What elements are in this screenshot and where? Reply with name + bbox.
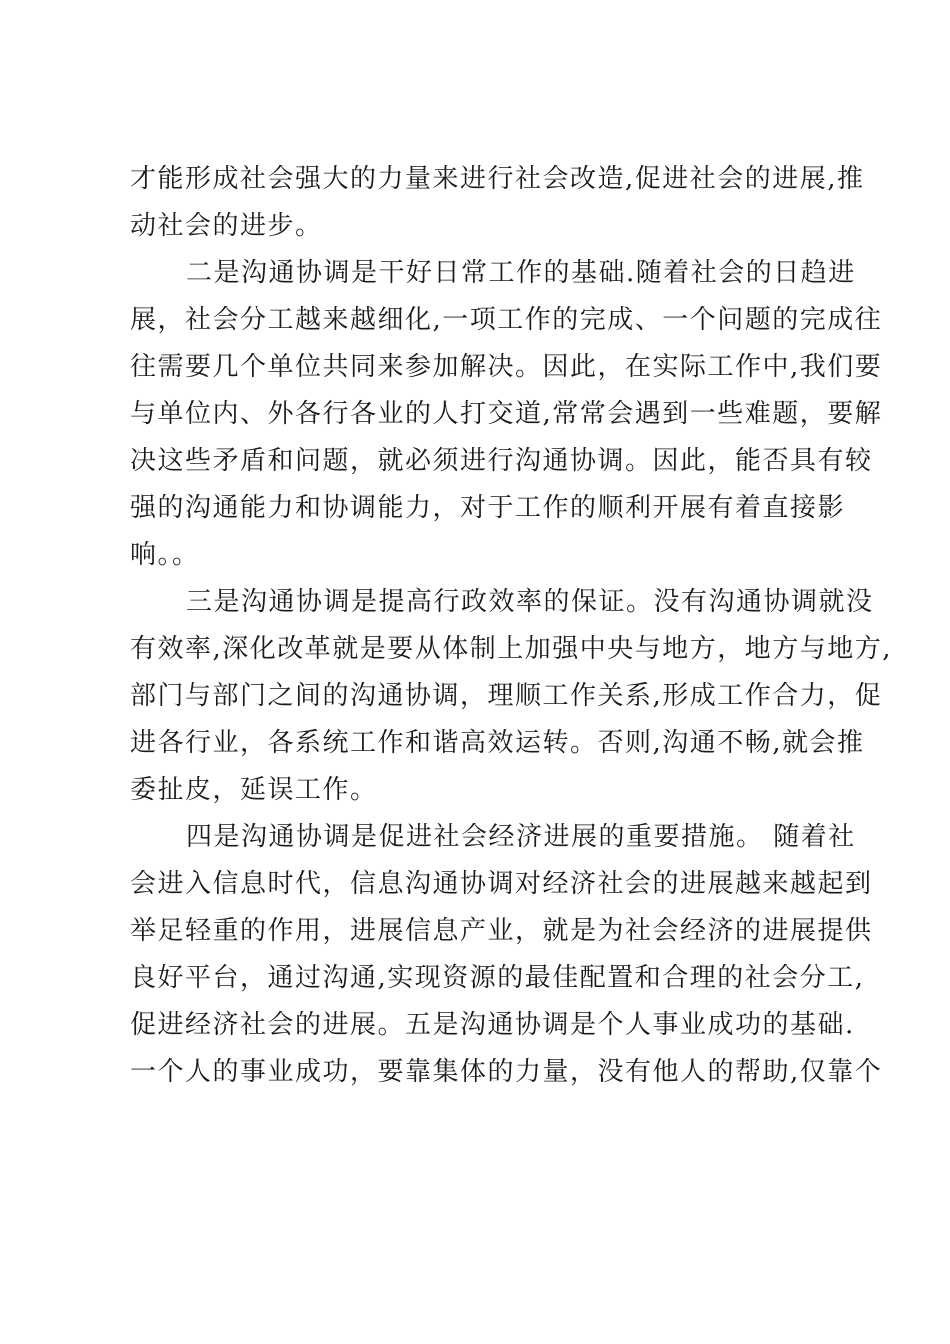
text-line: 强的沟通能力和协调能力，对于工作的顺利开展有着直接影 bbox=[130, 493, 846, 523]
text-line: 动社会的进步。 bbox=[130, 211, 323, 241]
text-line: 展，社会分工越来越细化,一项工作的完成、一个问题的完成往 bbox=[130, 305, 883, 335]
text-line: 委扯皮，延误工作。 bbox=[130, 775, 378, 805]
document-body bbox=[130, 156, 893, 1096]
text-line: 部门与部门之间的沟通协调，理顺工作关系,形成工作合力，促 bbox=[130, 681, 883, 711]
text-line: 举足轻重的作用，进展信息产业，就是为社会经济的进展提供 bbox=[130, 916, 873, 946]
text-line: 往需要几个单位共同来参加解决。因此，在实际工作中,我们要 bbox=[130, 352, 883, 382]
text-line: 一个人的事业成功，要靠集体的力量，没有他人的帮助,仅靠个 bbox=[130, 1057, 883, 1087]
text-line: 才能形成社会强大的力量来进行社会改造,促进社会的进展,推 bbox=[130, 164, 865, 194]
text-line: 响。。 bbox=[130, 540, 200, 570]
text-line: 决这些矛盾和问题，就必须进行沟通协调。因此，能否具有较 bbox=[130, 446, 873, 476]
text-line: 良好平台，通过沟通,实现资源的最佳配置和合理的社会分工, bbox=[130, 963, 865, 993]
paragraph-start-line: 三是沟通协调是提高行政效率的保证。没有沟通协调就没 bbox=[186, 587, 874, 617]
text-line: 有效率,深化改革就是要从体制上加强中央与地方，地方与地方, bbox=[130, 634, 893, 664]
text-line: 与单位内、外各行各业的人打交道,常常会遇到一些难题，要解 bbox=[130, 399, 883, 429]
paragraph-start-line: 四是沟通协调是促进社会经济进展的重要措施。 随着社 bbox=[186, 822, 856, 852]
text-line: 进各行业，各系统工作和谐高效运转。否则,沟通不畅,就会推 bbox=[130, 728, 865, 758]
text-line: 会进入信息时代，信息沟通协调对经济社会的进展越来越起到 bbox=[130, 869, 873, 899]
text-line: 促进经济社会的进展。五是沟通协调是个人事业成功的基础. bbox=[130, 1010, 855, 1040]
paragraph-start-line: 二是沟通协调是干好日常工作的基础.随着社会的日趋进 bbox=[186, 258, 856, 288]
